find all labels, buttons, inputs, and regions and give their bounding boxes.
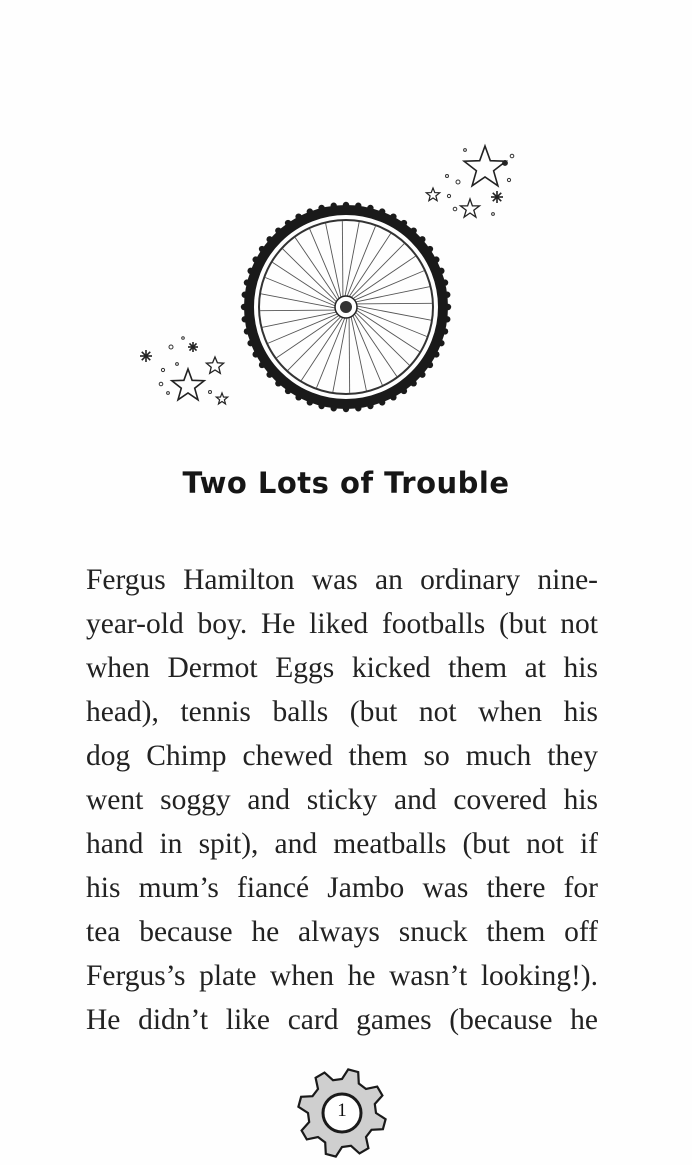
text-line: dog Chimp chewed them so much they (86, 740, 598, 772)
text-line: tea because he always snuck them off (86, 916, 598, 948)
text-line: He didn’t like card games (because he (86, 1004, 598, 1036)
text-line: year-old boy. He liked footballs (but not (86, 608, 598, 640)
chapter-illustration (0, 0, 692, 440)
chapter-title: Two Lots of Trouble (182, 466, 510, 500)
text-line: his mum’s fiancé Jambo was there for (86, 872, 598, 904)
text-line: went soggy and sticky and covered his (86, 784, 598, 816)
text-line: when Dermot Eggs kicked them at his (86, 652, 598, 684)
text-line: Fergus Hamilton was an ordinary nine- (86, 564, 598, 596)
star-cluster-icon (426, 146, 514, 217)
body-text (86, 558, 598, 1042)
text-line: hand in spit), and meatballs (but not if (86, 828, 598, 860)
page-number: 1 (337, 1100, 347, 1121)
text-line: Fergus’s plate when he wasn’t looking!). (86, 960, 598, 992)
text-line: head), tennis balls (but not when his (86, 696, 598, 728)
page-number-badge (297, 1066, 387, 1160)
star-cluster-icon (140, 337, 228, 404)
bicycle-wheel-icon (241, 202, 451, 412)
